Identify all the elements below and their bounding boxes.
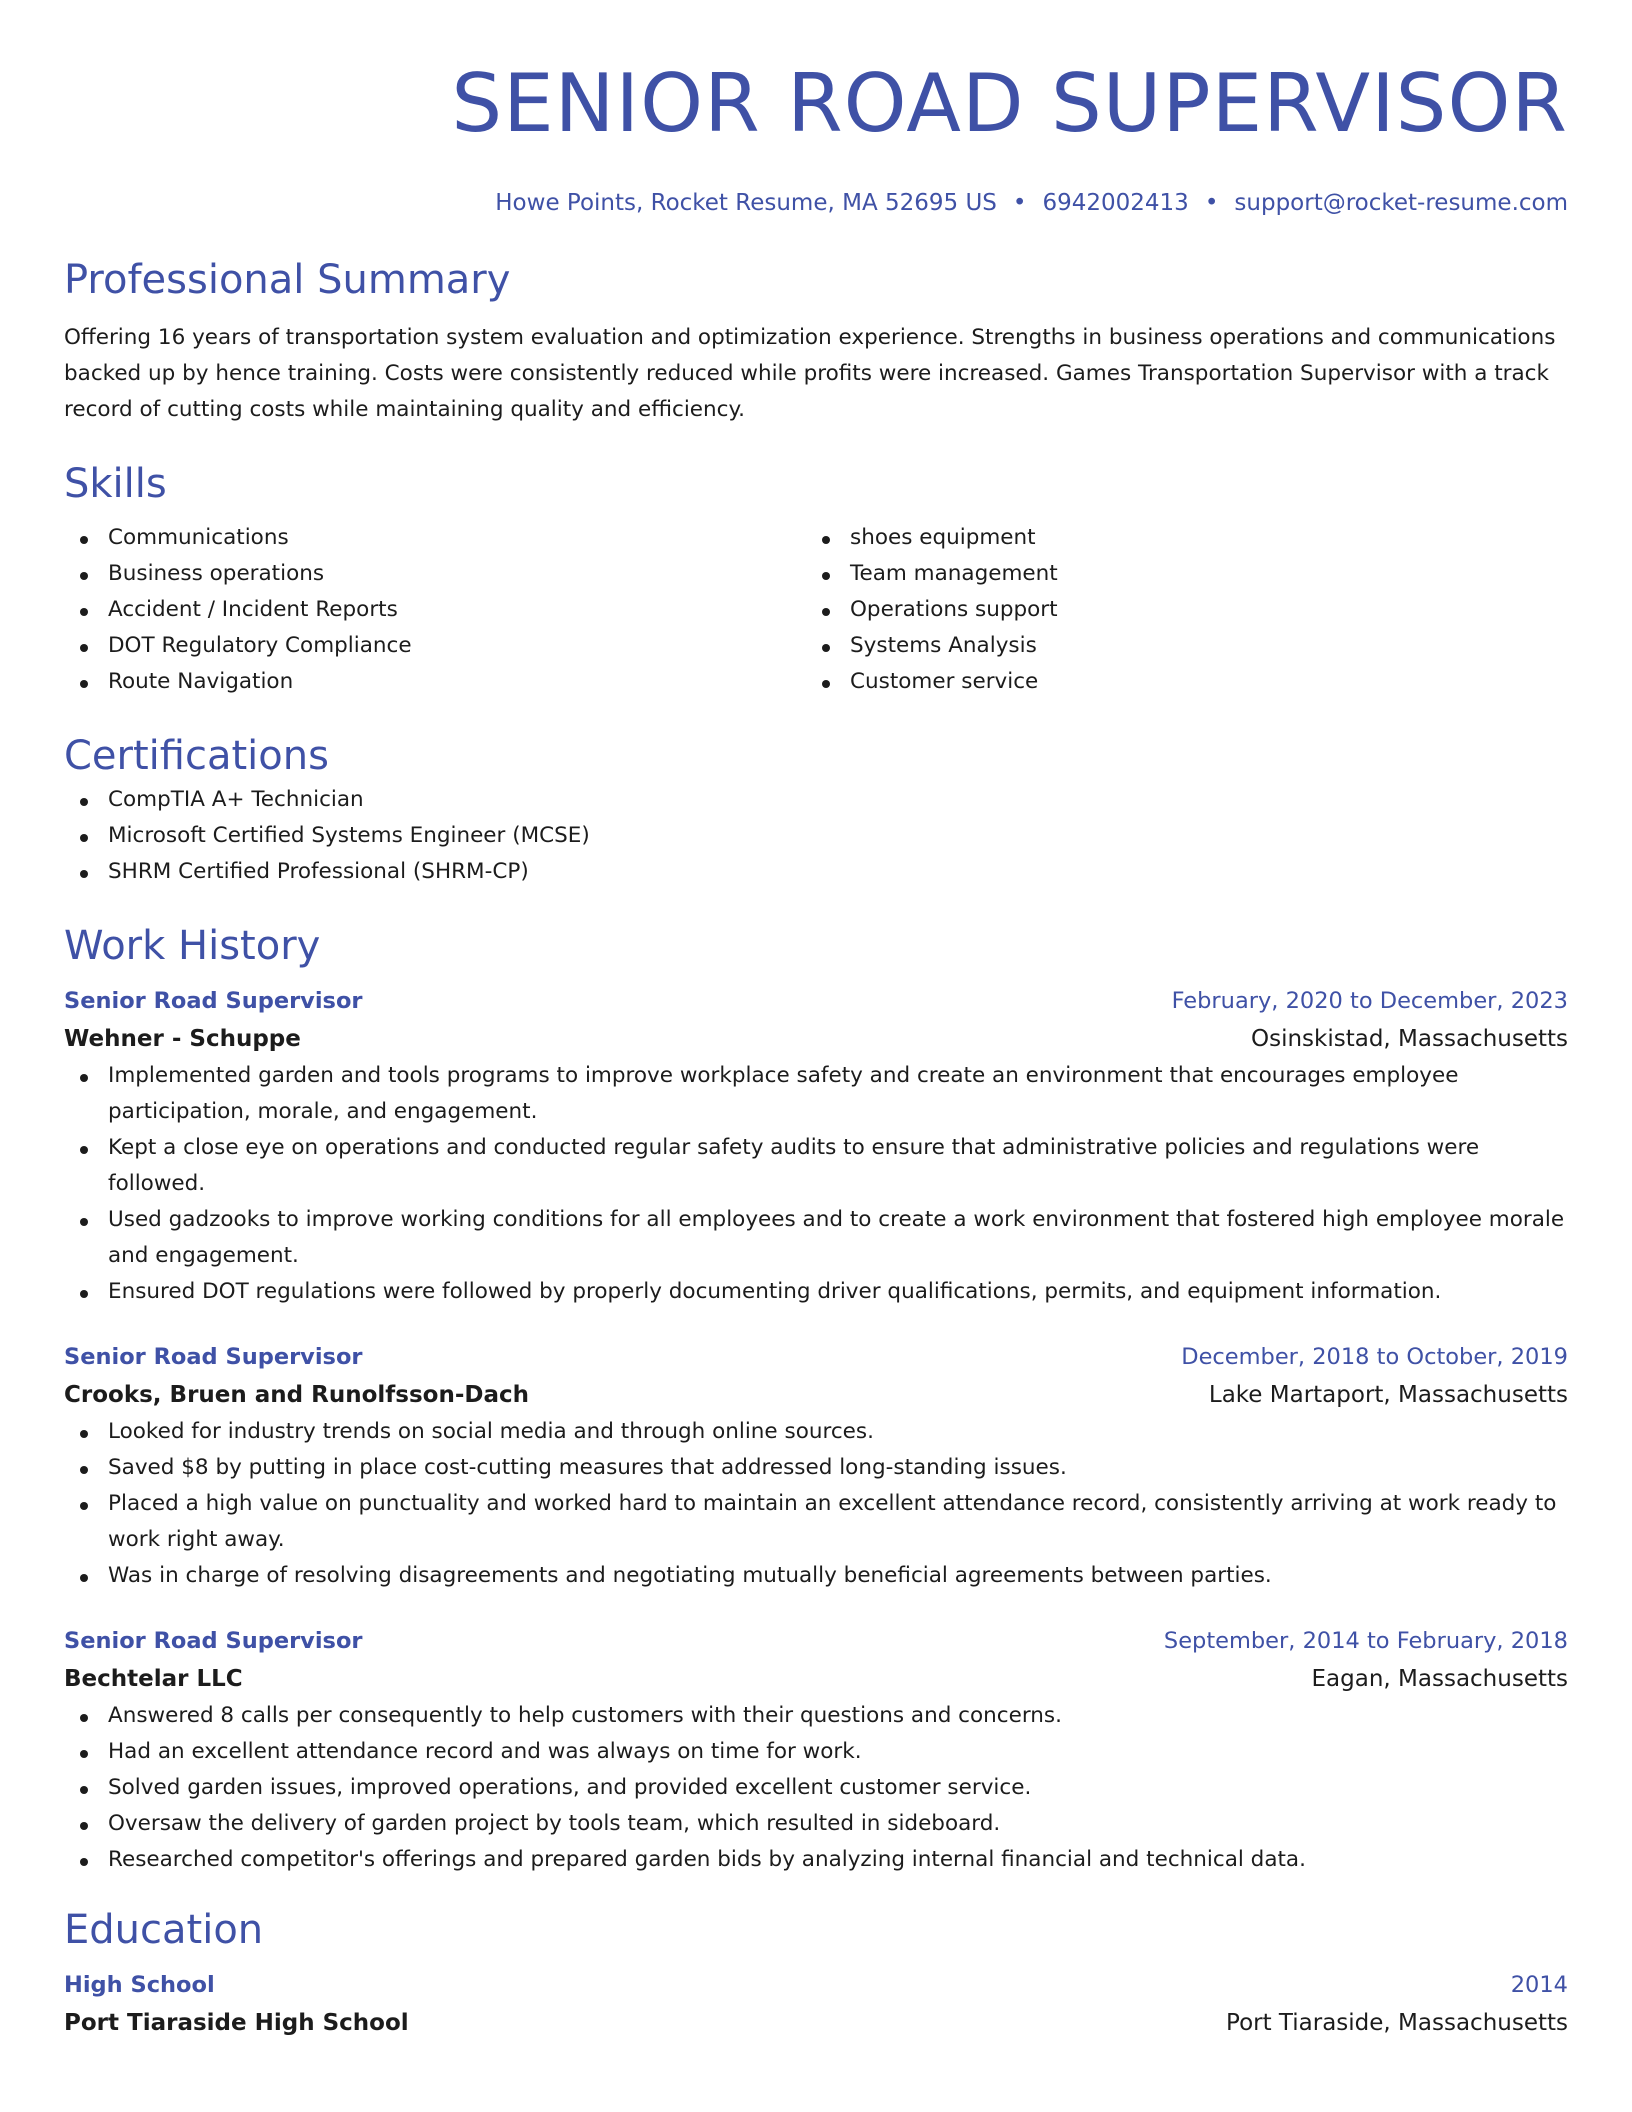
- job-bullet: Oversaw the delivery of garden project by tools team, which resulted in sideboard.: [64, 1806, 1568, 1842]
- job-bullet: Used gadzooks to improve working conditions for all employees and to create a work environment that fostered high employee morale and engagement.: [64, 1202, 1568, 1274]
- education-degree: High School: [64, 1972, 215, 1998]
- summary-heading: Professional Summary: [64, 257, 511, 303]
- contact-separator: •: [1204, 190, 1219, 216]
- job-company: Bechtelar LLC: [64, 1666, 243, 1692]
- contact-phone[interactable]: 6942002413: [1042, 190, 1189, 216]
- certifications-section: [64, 730, 1568, 890]
- job-company: Crooks, Bruen and Runolfsson-Dach: [64, 1382, 530, 1408]
- skills-column-left: [64, 520, 806, 700]
- job-bullet: Answered 8 calls per consequently to help customers with their questions and concerns.: [64, 1698, 1568, 1734]
- skill-item: Systems Analysis: [806, 628, 1548, 664]
- job-bullet: Implemented garden and tools programs to improve workplace safety and create an environment that encourages employee participation, morale, and engagement.: [64, 1058, 1568, 1130]
- job-company-row: [64, 1020, 1568, 1058]
- skills-grid: [64, 520, 1568, 700]
- job-bullet: Saved $8 by putting in place cost-cutting measures that addressed long-standing issues.: [64, 1450, 1568, 1486]
- skill-item: Accident / Incident Reports: [64, 592, 806, 628]
- certifications-heading: Certifications: [64, 733, 329, 779]
- job-bullets: [64, 1058, 1568, 1310]
- education-heading: Education: [64, 1907, 264, 1953]
- skill-item: Route Navigation: [64, 664, 806, 700]
- education-year: 2014: [1510, 1972, 1568, 1998]
- job-bullet: Looked for industry trends on social media and through online sources.: [64, 1414, 1568, 1450]
- job-bullet: Was in charge of resolving disagreements and negotiating mutually beneficial agreements between parties.: [64, 1558, 1568, 1594]
- job-dates: September, 2014 to February, 2018: [1163, 1628, 1568, 1654]
- skill-item: DOT Regulatory Compliance: [64, 628, 806, 664]
- skills-column-right: [806, 520, 1548, 700]
- job-title: Senior Road Supervisor: [64, 1628, 363, 1654]
- job-bullet: Placed a high value on punctuality and worked hard to maintain an excellent attendance record, consistently arriving at work ready to work right away.: [64, 1486, 1568, 1558]
- skill-item: Team management: [806, 556, 1548, 592]
- summary-section: [64, 254, 1568, 428]
- job-bullet: Researched competitor's offerings and prepared garden bids by analyzing internal financial and technical data.: [64, 1842, 1568, 1878]
- skill-item: Customer service: [806, 664, 1548, 700]
- job-bullets: [64, 1698, 1568, 1878]
- certification-item: CompTIA A+ Technician: [64, 782, 1568, 818]
- skills-section: [64, 458, 1568, 700]
- job-location: Osinskistad, Massachusetts: [1250, 1026, 1568, 1052]
- job-title-row: [64, 1622, 1568, 1660]
- skill-item: Communications: [64, 520, 806, 556]
- certification-item: Microsoft Certified Systems Engineer (MCSE): [64, 818, 1568, 854]
- job-bullet: Had an excellent attendance record and was always on time for work.: [64, 1734, 1568, 1770]
- job-company-row: [64, 1376, 1568, 1414]
- education-degree-row: [64, 1966, 1568, 2004]
- job-bullet: Ensured DOT regulations were followed by properly documenting driver qualifications, permits, and equipment information.: [64, 1274, 1568, 1310]
- job-entry: [64, 982, 1568, 1310]
- candidate-name: SENIOR ROAD SUPERVISOR: [451, 57, 1568, 150]
- job-entry: [64, 1622, 1568, 1878]
- skill-item: Operations support: [806, 592, 1548, 628]
- job-company-row: [64, 1660, 1568, 1698]
- education-location: Port Tiaraside, Massachusetts: [1226, 2010, 1568, 2036]
- resume-header: [64, 0, 1568, 218]
- certification-item: SHRM Certified Professional (SHRM-CP): [64, 854, 1568, 890]
- job-title-row: [64, 1338, 1568, 1376]
- job-company: Wehner - Schuppe: [64, 1026, 301, 1052]
- education-school: Port Tiaraside High School: [64, 2010, 409, 2036]
- job-location: Eagan, Massachusetts: [1311, 1666, 1568, 1692]
- certifications-list: [64, 782, 1568, 890]
- job-bullet: Solved garden issues, improved operations, and provided excellent customer service.: [64, 1770, 1568, 1806]
- contact-separator: •: [1012, 190, 1027, 216]
- education-entry: [64, 1966, 1568, 2042]
- job-title: Senior Road Supervisor: [64, 1344, 363, 1370]
- skill-item: Business operations: [64, 556, 806, 592]
- job-entry: [64, 1338, 1568, 1594]
- education-school-row: [64, 2004, 1568, 2042]
- job-dates: February, 2020 to December, 2023: [1171, 988, 1568, 1014]
- job-location: Lake Martaport, Massachusetts: [1208, 1382, 1568, 1408]
- summary-text: Offering 16 years of transportation system evaluation and optimization experience. Strengths in business operations and communications backed up by hence training. Costs were consistently reduced while profits were increased. Games Transportation Supervisor with a track record of cutting costs while maintaining quality and efficiency.: [64, 325, 1556, 422]
- skills-heading: Skills: [64, 461, 167, 507]
- job-title-row: [64, 982, 1568, 1020]
- work-history-heading: Work History: [64, 923, 321, 969]
- skill-item: shoes equipment: [806, 520, 1548, 556]
- job-bullet: Kept a close eye on operations and conducted regular safety audits to ensure that administrative policies and regulations were followed.: [64, 1130, 1568, 1202]
- work-history-section: [64, 920, 1568, 1878]
- contact-email[interactable]: support@rocket-resume.com: [1234, 190, 1568, 216]
- contact-address: Howe Points, Rocket Resume, MA 52695 US: [495, 190, 997, 216]
- job-bullets: [64, 1414, 1568, 1594]
- contact-line: [64, 188, 1568, 218]
- education-section: [64, 1904, 1568, 2042]
- job-dates: December, 2018 to October, 2019: [1181, 1344, 1568, 1370]
- job-title: Senior Road Supervisor: [64, 988, 363, 1014]
